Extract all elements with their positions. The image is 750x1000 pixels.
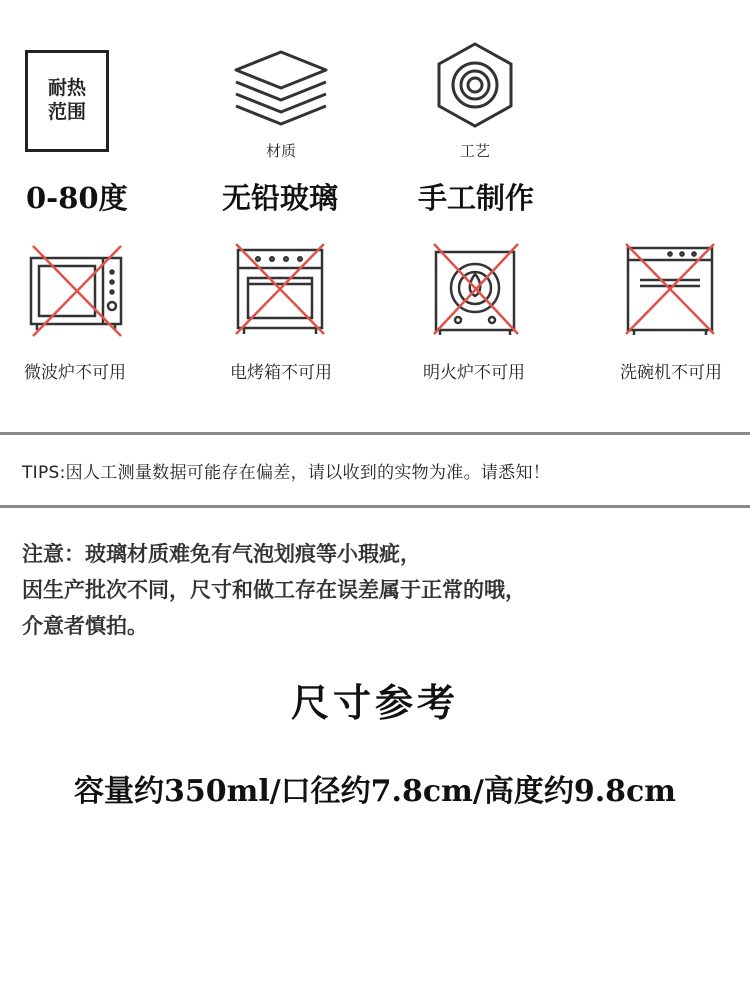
appliance-label-microwave: 微波炉不可用 xyxy=(24,363,126,383)
tips-text: TIPS:因人工测量数据可能存在偏差，请以收到的实物为准。请悉知！ xyxy=(22,463,551,483)
material-label: 材质 xyxy=(265,142,296,160)
hexagon-nut-icon xyxy=(420,40,530,130)
craft-value: 手工制作 xyxy=(418,181,535,215)
layers-icon xyxy=(226,46,336,136)
appliance-label-oven: 电烤箱不可用 xyxy=(230,363,332,383)
material-value: 无铅玻璃 xyxy=(222,181,339,215)
size-title: 尺寸参考 xyxy=(290,680,459,725)
notice-line: 介意者慎拍。 xyxy=(22,614,148,638)
microwave-icon xyxy=(25,240,125,340)
cross-icon xyxy=(434,244,518,334)
cross-icon xyxy=(626,244,714,334)
oven-icon xyxy=(230,240,330,340)
heat-range-value: 0-80度 xyxy=(26,181,128,215)
notice-line: 因生产批次不同，尺寸和做工存在误差属于正常的哦， xyxy=(22,578,526,602)
divider-bottom xyxy=(0,505,750,508)
cross-icon xyxy=(33,246,121,336)
dishwasher-icon xyxy=(620,240,720,340)
heat-range-box xyxy=(25,50,109,152)
heat-range-label-line1: 耐热 xyxy=(47,77,86,100)
appliance-label-gas-stove: 明火炉不可用 xyxy=(423,363,525,383)
divider-top xyxy=(0,432,750,435)
notice-text xyxy=(22,536,742,644)
heat-range-label-line2: 范围 xyxy=(47,101,86,123)
craft-label: 工艺 xyxy=(459,142,490,160)
notice-line: 注意：玻璃材质难免有气泡划痕等小瑕疵， xyxy=(22,542,421,566)
size-detail: 容量约350ml/口径约7.8cm/高度约9.8cm xyxy=(73,774,677,809)
appliance-label-dishwasher: 洗碗机不可用 xyxy=(620,363,722,383)
gas-stove-icon xyxy=(424,240,524,340)
